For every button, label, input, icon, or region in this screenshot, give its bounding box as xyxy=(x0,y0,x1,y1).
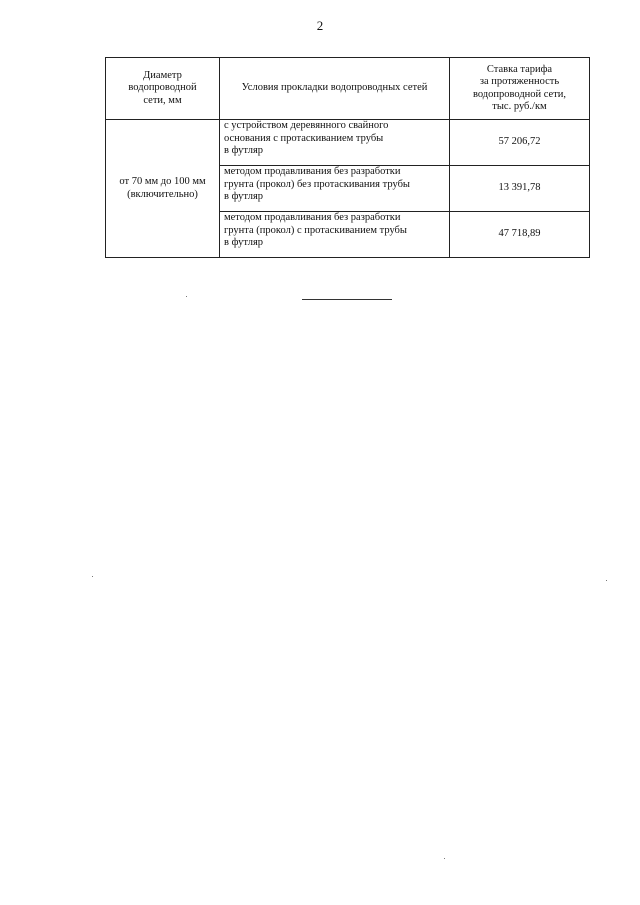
rate-cell xyxy=(450,120,590,166)
scan-speck xyxy=(444,858,445,859)
rate-cell xyxy=(450,166,590,212)
condition-cell xyxy=(220,212,450,258)
header-rate-label: Ставка тарифа за протяженность водопроводной сети, тыс. руб./км xyxy=(472,63,567,112)
rate-value: 47 718,89 xyxy=(498,228,541,240)
condition-cell xyxy=(220,166,450,212)
header-diameter-label: Диаметр водопроводной сети, мм xyxy=(128,69,197,106)
table-row xyxy=(106,120,590,166)
diameter-group-cell xyxy=(106,120,220,258)
condition-text: методом продавливания без разработки грунта (прокол) с протаскиванием трубы в футляр xyxy=(224,212,407,248)
table-header-row xyxy=(106,58,590,120)
diameter-group-label: от 70 мм до 100 мм (включительно) xyxy=(119,176,206,200)
header-conditions xyxy=(220,58,450,120)
tariff-table xyxy=(105,57,590,258)
rate-cell xyxy=(450,212,590,258)
scan-speck xyxy=(92,576,93,577)
end-of-document-rule xyxy=(302,299,392,300)
scan-speck xyxy=(186,296,187,297)
rate-value: 57 206,72 xyxy=(498,136,541,148)
condition-text: с устройством деревянного свайного основания с протаскиванием трубы в футляр xyxy=(224,120,389,156)
header-rate xyxy=(450,58,590,120)
rate-value: 13 391,78 xyxy=(498,182,541,194)
scan-speck xyxy=(606,580,607,581)
header-conditions-label: Условия прокладки водопроводных сетей xyxy=(241,82,428,94)
condition-text: методом продавливания без разработки грунта (прокол) без протаскивания трубы в футляр xyxy=(224,166,410,202)
header-diameter xyxy=(106,58,220,120)
page-number: 2 xyxy=(316,18,324,33)
condition-cell xyxy=(220,120,450,166)
